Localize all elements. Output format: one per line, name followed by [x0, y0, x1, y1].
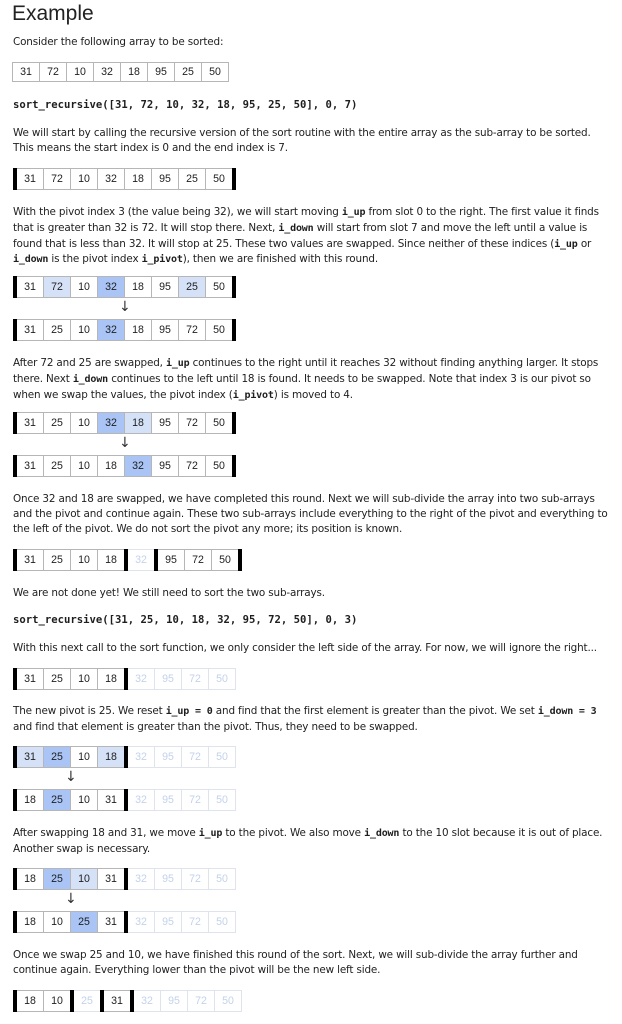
- bracket-left: [13, 990, 17, 1012]
- array-cell: 50: [201, 62, 229, 82]
- code-call-1: sort_recursive([31, 72, 10, 32, 18, 95, 25, 50], 0, 7): [13, 99, 358, 111]
- page-title: Example: [12, 2, 94, 25]
- bracket-left: [13, 668, 17, 690]
- down-arrow-icon: ↓: [119, 299, 131, 315]
- bracket: [124, 746, 128, 768]
- array-cell-faded: 72: [181, 868, 209, 890]
- array-cell: 72: [178, 319, 206, 341]
- array-cell: 10: [70, 549, 98, 571]
- array-cell: 31: [97, 868, 125, 890]
- text: from slot 0 to the right. The first value it finds that is greater than 32 is 72. It will stop there. Next,: [13, 206, 599, 234]
- array-cell-pivot: 25: [43, 868, 71, 890]
- array-cell-swap: 31: [16, 746, 44, 768]
- array-cell: 10: [70, 168, 98, 190]
- array-cell-faded: 50: [208, 868, 236, 890]
- array-cell: 72: [178, 412, 206, 434]
- array-cell-swap: 25: [178, 276, 206, 298]
- text: After swapping 18 and 31, we move: [13, 827, 199, 839]
- array-split-1: [13, 549, 242, 571]
- bracket: [130, 990, 134, 1012]
- array-cell: 95: [147, 62, 175, 82]
- array-cell: 18: [124, 319, 152, 341]
- array-cell: 31: [16, 319, 44, 341]
- code-i-pivot: i_pivot: [141, 254, 183, 266]
- array-cell-faded: 50: [208, 668, 236, 690]
- code-i-up: i_up: [554, 238, 578, 250]
- text: will start from slot 7 and move the left until a value is found that is less than 32. It will stop at 25. These two values are swapped. Since neither of these indices (: [13, 221, 588, 250]
- array-cell-pivot: 32: [124, 455, 152, 477]
- bracket: [154, 549, 158, 571]
- code-i-down: i_down: [72, 373, 109, 385]
- array-cell-pivot: 25: [43, 789, 71, 811]
- array-cell: 32: [93, 62, 121, 82]
- array-left-2: [13, 746, 236, 768]
- intro-text: Consider the following array to be sorted:: [13, 36, 224, 48]
- array-cell: 95: [151, 319, 179, 341]
- array-cell: 95: [151, 412, 179, 434]
- array-cell: 25: [43, 412, 71, 434]
- array-cell: 72: [39, 62, 67, 82]
- array-cell: 10: [66, 62, 94, 82]
- array-cell-faded: 95: [154, 668, 182, 690]
- code-i-pivot: i_pivot: [232, 389, 274, 401]
- bracket: [124, 911, 128, 933]
- array-cell-faded: 32: [127, 746, 155, 768]
- text: ) is moved to 4.: [273, 388, 353, 401]
- bracket: [124, 549, 128, 571]
- code-i-up: i_up = 0: [165, 706, 213, 717]
- array-step-4: [13, 412, 236, 434]
- array-cell-faded: 32: [127, 789, 155, 811]
- array-cell: 25: [43, 319, 71, 341]
- code-i-down: i_down: [364, 828, 400, 839]
- array-cell: 18: [124, 276, 152, 298]
- array-cell-faded: 32: [127, 549, 155, 571]
- bracket-left: [13, 455, 17, 477]
- array-left-3: [13, 789, 236, 811]
- paragraph-6: With this next call to the sort function, we only consider the left side of the array. For now, we will ignore the right...: [13, 642, 597, 654]
- bracket-right: [232, 276, 236, 298]
- array-cell-faded: 72: [181, 668, 209, 690]
- text: With the pivot index 3 (the value being 32), we will start moving: [13, 206, 342, 218]
- array-left-5: [13, 911, 236, 933]
- array-cell: 95: [151, 276, 179, 298]
- array-step-2: [13, 276, 236, 298]
- array-cell-faded: 72: [181, 911, 209, 933]
- array-cell-pivot: 25: [70, 911, 98, 933]
- bracket-right: [232, 168, 236, 190]
- bracket-right: [232, 412, 236, 434]
- array-cell: 18: [97, 549, 125, 571]
- down-arrow-icon: ↓: [119, 435, 131, 451]
- array-cell: 95: [151, 455, 179, 477]
- array-cell: 10: [70, 789, 98, 811]
- array-cell: 72: [178, 455, 206, 477]
- array-cell: 95: [151, 168, 179, 190]
- array-cell-swap: 18: [97, 746, 125, 768]
- array-cell: 10: [43, 911, 71, 933]
- array-cell: 18: [97, 668, 125, 690]
- bracket-right: [232, 319, 236, 341]
- bracket-left: [13, 789, 17, 811]
- bracket-left: [13, 168, 17, 190]
- bracket-left: [13, 868, 17, 890]
- array-cell-pivot: 25: [43, 746, 71, 768]
- code-call-2: sort_recursive([31, 25, 10, 18, 32, 95, 72, 50], 0, 3): [13, 614, 358, 626]
- array-cell-faded: 95: [154, 911, 182, 933]
- array-cell: 18: [16, 990, 44, 1012]
- array-cell: 31: [97, 911, 125, 933]
- array-cell-swap: 10: [70, 868, 98, 890]
- array-cell: 25: [43, 549, 71, 571]
- array-step-3: [13, 319, 236, 341]
- bracket-left: [13, 911, 17, 933]
- paragraph-7: [13, 704, 613, 735]
- text: to the 10 slot because it is out of place. Another swap is necessary.: [13, 827, 603, 855]
- bracket-left: [13, 412, 17, 434]
- array-cell-faded: 50: [208, 911, 236, 933]
- bracket-left: [13, 549, 17, 571]
- array-cell-pivot: 32: [97, 276, 125, 298]
- code-i-down: i_down = 3: [537, 706, 597, 717]
- paragraph-1: We will start by calling the recursive version of the sort routine with the entire array as the sub-array to be sorted. This means the start index is 0 and the end index is 7.: [13, 127, 591, 154]
- text: or: [577, 237, 592, 250]
- array-cell: 18: [16, 789, 44, 811]
- array-cell: 50: [205, 412, 233, 434]
- array-cell: 25: [43, 668, 71, 690]
- bracket-left: [13, 319, 17, 341]
- array-cell: 31: [16, 168, 44, 190]
- text: is the pivot index: [48, 253, 142, 266]
- array-cell-faded: 95: [154, 746, 182, 768]
- code-i-up: i_up: [198, 828, 223, 839]
- bracket: [124, 668, 128, 690]
- array-cell: 72: [184, 549, 212, 571]
- text: and find that element is greater than the pivot. Thus, they need to be swapped.: [13, 720, 418, 733]
- array-cell: 31: [97, 789, 125, 811]
- bracket-right: [238, 549, 242, 571]
- array-step-1: [13, 168, 236, 190]
- array-cell: 50: [211, 549, 239, 571]
- paragraph-5: We are not done yet! We still need to sort the two sub-arrays.: [13, 587, 325, 599]
- code-i-up: i_up: [341, 207, 366, 218]
- array-initial: [13, 62, 229, 82]
- array-cell-faded: 95: [160, 990, 188, 1012]
- array-cell: 72: [43, 168, 71, 190]
- array-cell-faded: 72: [181, 789, 209, 811]
- text: continues to the right until it reaches 32 without finding anything larger. It stops there. Next: [13, 357, 599, 385]
- array-cell: 25: [43, 455, 71, 477]
- array-cell: 50: [205, 168, 233, 190]
- array-left-6: [13, 990, 242, 1012]
- down-arrow-icon: ↓: [65, 891, 77, 907]
- array-cell-swap: 72: [43, 276, 71, 298]
- array-cell: 10: [70, 455, 98, 477]
- bracket-left: [13, 276, 17, 298]
- array-cell: 32: [97, 168, 125, 190]
- array-cell-faded: 25: [73, 990, 101, 1012]
- paragraph-2: [13, 205, 613, 268]
- array-cell: 25: [178, 168, 206, 190]
- array-cell-faded: 32: [127, 668, 155, 690]
- array-cell: 10: [70, 746, 98, 768]
- bracket-right: [232, 455, 236, 477]
- array-cell-faded: 32: [127, 868, 155, 890]
- code-i-up: i_up: [165, 358, 190, 369]
- text: ), then we are finished with this round.: [182, 253, 378, 266]
- array-cell: 50: [205, 455, 233, 477]
- array-cell: 31: [12, 62, 40, 82]
- text: After 72 and 25 are swapped,: [13, 357, 166, 369]
- array-cell-faded: 32: [133, 990, 161, 1012]
- bracket-left: [13, 746, 17, 768]
- bracket: [124, 789, 128, 811]
- array-cell-faded: 50: [214, 990, 242, 1012]
- array-cell: 18: [16, 868, 44, 890]
- array-cell: 10: [70, 276, 98, 298]
- array-cell: 31: [16, 668, 44, 690]
- code-i-down: i_down: [278, 222, 314, 234]
- array-cell: 31: [16, 455, 44, 477]
- array-cell: 31: [16, 412, 44, 434]
- array-cell: 10: [43, 990, 71, 1012]
- array-cell: 10: [70, 412, 98, 434]
- array-cell-pivot: 32: [97, 412, 125, 434]
- array-cell: 18: [120, 62, 148, 82]
- text: The new pivot is 25. We reset: [13, 705, 166, 717]
- array-cell-faded: 50: [208, 789, 236, 811]
- array-cell: 31: [16, 549, 44, 571]
- array-cell-faded: 50: [208, 746, 236, 768]
- array-cell: 31: [16, 276, 44, 298]
- array-cell: 31: [103, 990, 131, 1012]
- array-left-4: [13, 868, 236, 890]
- array-cell-swap: 18: [124, 412, 152, 434]
- array-cell-faded: 95: [154, 868, 182, 890]
- array-step-5: [13, 455, 236, 477]
- array-cell: 50: [205, 276, 233, 298]
- array-left-1: [13, 668, 236, 690]
- array-cell-pivot: 32: [97, 319, 125, 341]
- array-cell: 10: [70, 668, 98, 690]
- bracket: [100, 990, 104, 1012]
- array-cell-faded: 72: [187, 990, 215, 1012]
- text: continues to the left until 18 is found. It needs to be swapped. Note that index 3 is our pivot so when we swap the values, the pivot index (: [13, 372, 591, 401]
- paragraph-3: [13, 356, 613, 403]
- array-cell-faded: 95: [154, 789, 182, 811]
- array-cell: 10: [70, 319, 98, 341]
- text: and find that the first element is greater than the pivot. We set: [212, 705, 538, 717]
- paragraph-4: Once 32 and 18 are swapped, we have completed this round. Next we will sub-divide the array into two sub-arrays and the pivot and continue again. These two sub-arrays include everything to the right of the pivot and everything to the left of the pivot. We do not sort the pivot any more; its position is known.: [13, 493, 608, 535]
- bracket: [70, 990, 74, 1012]
- array-cell-faded: 32: [127, 911, 155, 933]
- array-cell: 95: [157, 549, 185, 571]
- array-cell: 50: [205, 319, 233, 341]
- array-cell: 18: [124, 168, 152, 190]
- down-arrow-icon: ↓: [65, 769, 77, 785]
- text: to the pivot. We also move: [222, 827, 365, 839]
- array-cell-faded: 72: [181, 746, 209, 768]
- array-cell: 18: [97, 455, 125, 477]
- bracket: [124, 868, 128, 890]
- code-i-down: i_down: [13, 254, 49, 266]
- paragraph-9: Once we swap 25 and 10, we have finished this round of the sort. Next, we will sub-divide the array further and continue again. Everything lower than the pivot will be the new left side.: [13, 949, 578, 976]
- array-cell: 25: [174, 62, 202, 82]
- array-cell: 18: [16, 911, 44, 933]
- paragraph-8: [13, 826, 613, 857]
